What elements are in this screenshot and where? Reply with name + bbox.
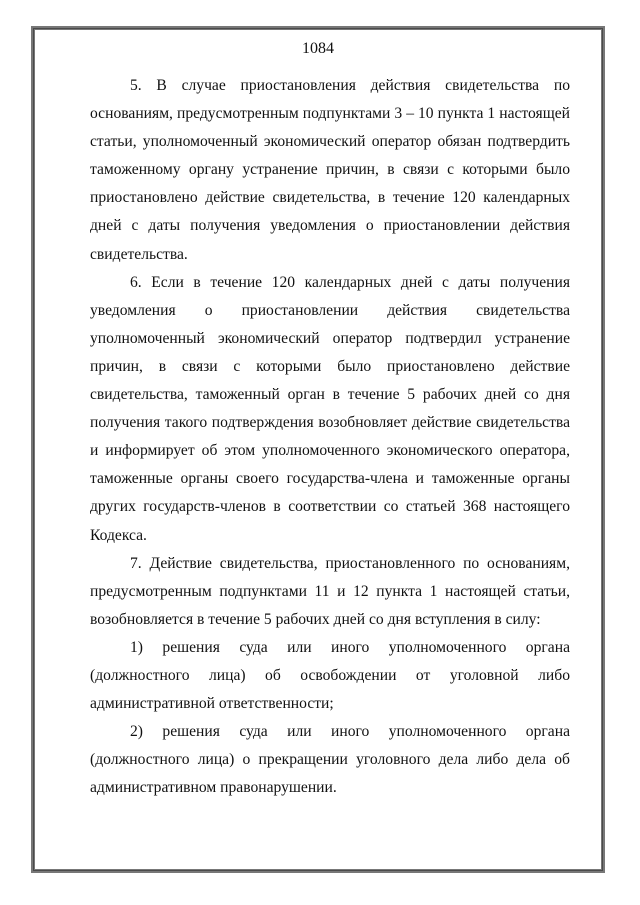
document-body (90, 72, 570, 802)
paragraph-item-7: 7. Действие свидетельства, приостановленного по основаниям, предусмотренным подпунктами 11 и 12 пункта 1 настоящей статьи, возобновляется в течение 5 рабочих дней со дня вступления в силу: (90, 554, 570, 628)
paragraph-item-5: 5. В случае приостановления действия свидетельства по основаниям, предусмотренным подпунктами 3 – 10 пункта 1 настоящей статьи, уполномоченный экономический оператор обязан подтвердить таможенному органу устранение причин, в связи с которыми было приостановлено действие свидетельства, в течение 120 календарных дней с даты получения уведомления о приостановлении действия свидетельства. (90, 77, 570, 263)
paragraph-item-6: 6. Если в течение 120 календарных дней с даты получения уведомления о приостановлении действия свидетельства уполномоченный экономический оператор подтвердил устранение причин, в связи с которыми было приостановлено действие свидетельства, таможенный орган в течение 5 рабочих дней со дня получения такого подтверждения возобновляет действие свидетельства и информирует об этом уполномоченного экономического оператора, таможенные органы своего государства-члена и таможенные органы других государств-членов в соответствии со статьей 368 настоящего Кодекса. (90, 273, 570, 544)
subparagraph-item-1: 1) решения суда или иного уполномоченного органа (должностного лица) об освобождении от уголовной либо административной ответственности; (90, 638, 570, 713)
page-number: 1084 (302, 40, 334, 57)
document-page (31, 26, 605, 873)
subparagraph-item-2: 2) решения суда или иного уполномоченного органа (должностного лица) о прекращении уголовного дела либо дела об административном правонарушении. (90, 723, 570, 797)
